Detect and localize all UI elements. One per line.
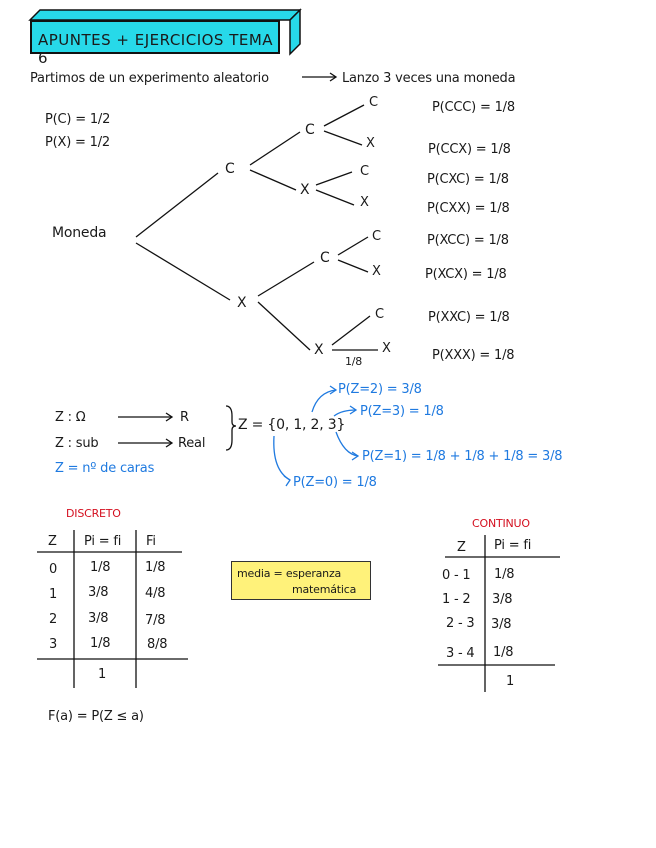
tree-node-l2-cx: X bbox=[300, 182, 310, 198]
continuo-cell: 1/8 bbox=[494, 567, 515, 582]
continuo-label: CONTINUO bbox=[472, 517, 530, 530]
outcome-xcx: P(XCX) = 1/8 bbox=[425, 267, 507, 282]
rv-line1-left: Z : Ω bbox=[55, 410, 86, 425]
tree-leaf-5: C bbox=[372, 229, 381, 244]
discreto-header-pi: Pi = fi bbox=[84, 534, 122, 549]
tree-leaf-7: C bbox=[375, 307, 384, 322]
discreto-header-z: Z bbox=[48, 534, 57, 549]
tree-leaf-8: X bbox=[382, 341, 391, 356]
tree-node-l2-xx: X bbox=[314, 342, 324, 358]
tree-leaf-2: X bbox=[366, 136, 375, 151]
rv-definition: Z = nº de caras bbox=[55, 461, 155, 476]
discreto-cell: 3 bbox=[49, 637, 58, 652]
tree-leaf-1: C bbox=[369, 95, 378, 110]
cdf-definition: F(a) = P(Z ≤ a) bbox=[48, 709, 144, 724]
tree-leaf-6: X bbox=[372, 264, 381, 279]
tree-leaf-3: C bbox=[360, 164, 369, 179]
prob-x: P(X) = 1/2 bbox=[45, 135, 110, 150]
discreto-cell: 1/8 bbox=[145, 560, 166, 575]
continuo-cell: 3/8 bbox=[491, 617, 512, 632]
outcome-cxc: P(CXC) = 1/8 bbox=[427, 172, 509, 187]
outcome-xcc: P(XCC) = 1/8 bbox=[427, 233, 509, 248]
continuo-cell: 0 - 1 bbox=[442, 568, 471, 583]
continuo-cell: 1 - 2 bbox=[442, 592, 471, 607]
outcome-cxx: P(CXX) = 1/8 bbox=[427, 201, 510, 216]
intro-right: Lanzo 3 veces una moneda bbox=[342, 71, 516, 86]
outcome-ccc: P(CCC) = 1/8 bbox=[432, 100, 515, 115]
rv-line2-left: Z : sub bbox=[55, 436, 99, 451]
discreto-cell: 1/8 bbox=[90, 636, 111, 651]
discreto-cell: 8/8 bbox=[147, 637, 168, 652]
outcome-ccx: P(CCX) = 1/8 bbox=[428, 142, 511, 157]
rv-line1-right: R bbox=[180, 410, 189, 425]
discreto-total: 1 bbox=[98, 667, 107, 682]
note-line1: media = esperanza bbox=[237, 567, 342, 580]
discreto-cell: 3/8 bbox=[88, 611, 109, 626]
continuo-header-z: Z bbox=[457, 540, 466, 555]
outcome-xxx: P(XXX) = 1/8 bbox=[432, 348, 515, 363]
prob-c: P(C) = 1/2 bbox=[45, 112, 111, 127]
discreto-cell: 7/8 bbox=[145, 613, 166, 628]
outcome-xxc: P(XXC) = 1/8 bbox=[428, 310, 510, 325]
tree-node-l2-xc: C bbox=[320, 250, 330, 266]
tree-node-l2-cc: C bbox=[305, 122, 315, 138]
tree-node-l1-c: C bbox=[225, 161, 235, 177]
discreto-header-fi: Fi bbox=[146, 534, 156, 549]
tree-leaf-4: X bbox=[360, 195, 369, 210]
tree-node-l1-x: X bbox=[237, 295, 247, 311]
continuo-total: 1 bbox=[506, 674, 515, 689]
discreto-cell: 1/8 bbox=[90, 560, 111, 575]
note-line2: matemática bbox=[292, 583, 357, 596]
continuo-cell: 2 - 3 bbox=[446, 616, 475, 631]
rv-p0: P(Z=0) = 1/8 bbox=[293, 475, 377, 490]
rv-p2: P(Z=2) = 3/8 bbox=[338, 382, 422, 397]
continuo-header-pi: Pi = fi bbox=[494, 538, 532, 553]
rv-line2-right: Real bbox=[178, 436, 206, 451]
rv-set: Z = {0, 1, 2, 3} bbox=[238, 417, 346, 433]
discreto-label: DISCRETO bbox=[66, 507, 121, 520]
continuo-cell: 3/8 bbox=[492, 592, 513, 607]
continuo-cell: 3 - 4 bbox=[446, 646, 475, 661]
discreto-cell: 3/8 bbox=[88, 585, 109, 600]
tree-branch-note: 1/8 bbox=[345, 355, 363, 368]
page-title: APUNTES + EJERCICIOS TEMA 6 bbox=[38, 31, 274, 67]
tree-root-label: Moneda bbox=[52, 225, 107, 241]
rv-p3: P(Z=3) = 1/8 bbox=[360, 404, 444, 419]
continuo-cell: 1/8 bbox=[493, 645, 514, 660]
discreto-cell: 4/8 bbox=[145, 586, 166, 601]
rv-p1: P(Z=1) = 1/8 + 1/8 + 1/8 = 3/8 bbox=[362, 449, 563, 464]
intro-left: Partimos de un experimento aleatorio bbox=[30, 71, 269, 86]
discreto-cell: 0 bbox=[49, 562, 58, 577]
discreto-cell: 2 bbox=[49, 612, 58, 627]
discreto-cell: 1 bbox=[49, 587, 58, 602]
